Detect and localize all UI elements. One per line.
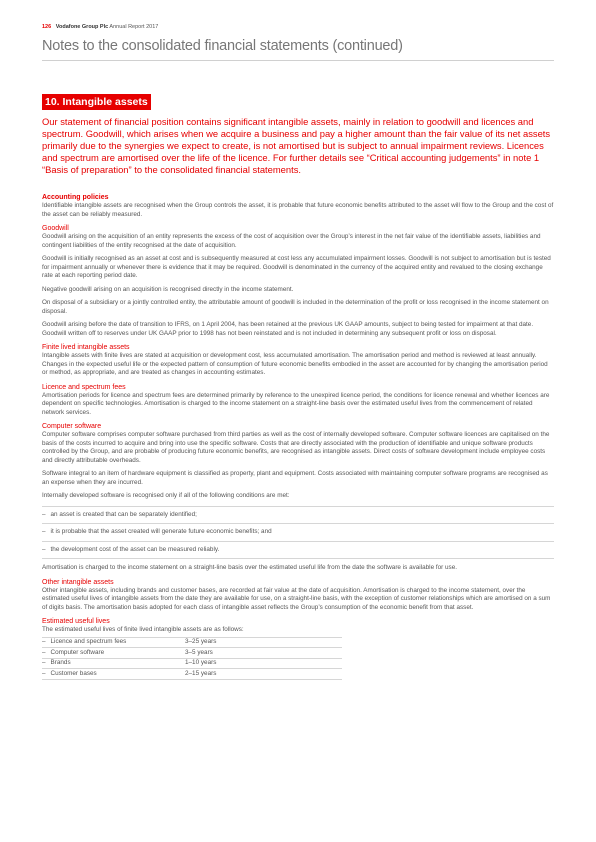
licence-spectrum-heading: Licence and spectrum fees (42, 383, 126, 391)
useful-life: 3–25 years (185, 637, 342, 648)
asset-class: – Licence and spectrum fees (42, 637, 185, 648)
table-row (42, 637, 342, 648)
running-header (42, 24, 158, 30)
finite-lived-paragraph: Intangible assets with finite lives are stated at acquisition or development cost, less accumulated amortisation. The amortisation period and method is reviewed at least annually. Changes in the expected useful life or the expected pattern of consumption of future economic benefits embodied in the asset are accounted for by changing the amortisation period or method, as appropriate, and are treated as changes in accounting estimates. (42, 352, 548, 376)
goodwill-paragraph-1: Goodwill arising on the acquisition of an entity represents the excess of the cost of acquisition over the Group’s interest in the net fair value of the identifiable assets, liabilities and contingent liabilities of the entity recognised at the date of acquisition. (42, 233, 541, 249)
useful-life: 1–10 years (185, 658, 342, 669)
notes-body (42, 193, 554, 680)
useful-life: 2–15 years (185, 669, 342, 680)
report-name: Annual Report 2017 (109, 24, 159, 30)
asset-class: – Computer software (42, 648, 185, 659)
page-title: Notes to the consolidated financial statements (continued) (42, 38, 403, 54)
goodwill-paragraph-5: Goodwill arising before the date of transition to IFRS, on 1 April 2004, has been retained at the previous UK GAAP amounts, subject to being tested for impairment at that date. Goodwill written off to reserves under UK GAAP prior to 1998 has not been reinstated and is not included in determining any subsequent profit or loss on disposal. (42, 321, 534, 337)
computer-software-heading: Computer software (42, 423, 102, 430)
goodwill-paragraph-4: On disposal of a subsidiary or a jointly controlled entity, the attributable amount of goodwill is included in the determination of the profit or loss recognised in the income statement on disposal. (42, 299, 549, 315)
asset-class: – Customer bases (42, 669, 185, 680)
page-number: 126 (42, 24, 52, 30)
company-name: Vodafone Group Plc (55, 24, 109, 30)
section-intro: Our statement of financial position contains significant intangible assets, mainly in relation to goodwill and licences and spectrum. Goodwill, which arises when we acquire a business and pay a higher amount than the fair value of its net assets primarily due to the synergies we expect to create, is not amortised but is subject to annual impairment reviews. Licences and spectrum are amortised over the life of the licence. For further details see “Critical accounting judgements” in note 1 “Basis of preparation” to the consolidated financial statements. (42, 116, 551, 175)
list-item: – it is probable that the asset created will generate future economic benefits; and (42, 524, 554, 542)
useful-lives-intro: The estimated useful lives of finite lived intangible assets are as follows: (42, 626, 244, 633)
accounting-policies-heading: Accounting policies (42, 194, 109, 201)
software-conditions-list (42, 506, 554, 560)
useful-lives-table (42, 637, 342, 680)
section-heading: 10. Intangible assets (42, 94, 151, 110)
list-item: – an asset is created that can be separately identified; (42, 507, 554, 525)
other-intangibles-heading: Other intangible assets (42, 578, 114, 586)
policies-paragraph: Identifiable intangible assets are recognised when the Group controls the asset, it is probable that future economic benefits attributed to the asset will flow to the Group and the cost of the asset can be reliably measured. (42, 202, 554, 218)
software-paragraph-1: Computer software comprises computer software purchased from third parties as well as the cost of internally developed software. Computer software licences are capitalised on the basis of the costs incurred to acquire and bring into use the specific software. Costs that are directly associated with the production of identifiable and unique software products controlled by the Group, and are probable of producing future economic benefits, are recognised as intangible assets. Direct costs of software development include employee costs and directly attributable overheads. (42, 431, 550, 464)
software-paragraph-2: Software integral to an item of hardware equipment is classified as property, plant and equipment. Costs associated with maintaining computer software programs are recognised as an expense when they are incurred. (42, 470, 548, 486)
useful-life: 3–5 years (185, 648, 342, 659)
table-row (42, 648, 342, 659)
software-paragraph-3: Internally developed software is recognised only if all of the following conditions are met: (42, 492, 290, 499)
title-divider (42, 60, 554, 61)
table-row (42, 669, 342, 680)
list-item: – the development cost of the asset can be measured reliably. (42, 542, 554, 560)
goodwill-paragraph-2: Goodwill is initially recognised as an asset at cost and is subsequently measured at cost less any accumulated impairment losses. Goodwill is not subject to amortisation but is tested for impairment annually or whenever there is evidence that it may be required. Goodwill is denominated in the currency of the acquired entity and revalued to the closing exchange rate at each reporting period date. (42, 255, 551, 279)
licence-spectrum-paragraph: Amortisation periods for licence and spectrum fees are determined primarily by reference to the unexpired licence period, the conditions for licence renewal and whether licences are dependent on specific technologies. Amortisation is charged to the income statement on a straight-line basis over the estimated useful lives from the commencement of related network services. (42, 391, 550, 416)
goodwill-heading: Goodwill (42, 225, 69, 232)
finite-lived-heading: Finite lived intangible assets (42, 344, 130, 351)
goodwill-paragraph-3: Negative goodwill arising on an acquisition is recognised directly in the income statement. (42, 285, 294, 293)
useful-lives-heading: Estimated useful lives (42, 618, 110, 625)
other-intangibles-paragraph: Other intangible assets, including brands and customer bases, are recorded at fair value at the date of acquisition. Amortisation is charged to the income statement, over the estimated useful lives of intangible assets from the date they are available for use, on a straight-line basis, with the exception of customer relationships which are amortised on a sum of digits basis. The amortisation basis adopted for each class of intangible asset reflects the Group’s consumption of the economic benefit from that asset. (42, 586, 551, 611)
asset-class: – Brands (42, 658, 185, 669)
software-paragraph-4: Amortisation is charged to the income statement on a straight-line basis over the estimated useful life from the date the software is available for use. (42, 564, 458, 571)
table-row (42, 658, 342, 669)
